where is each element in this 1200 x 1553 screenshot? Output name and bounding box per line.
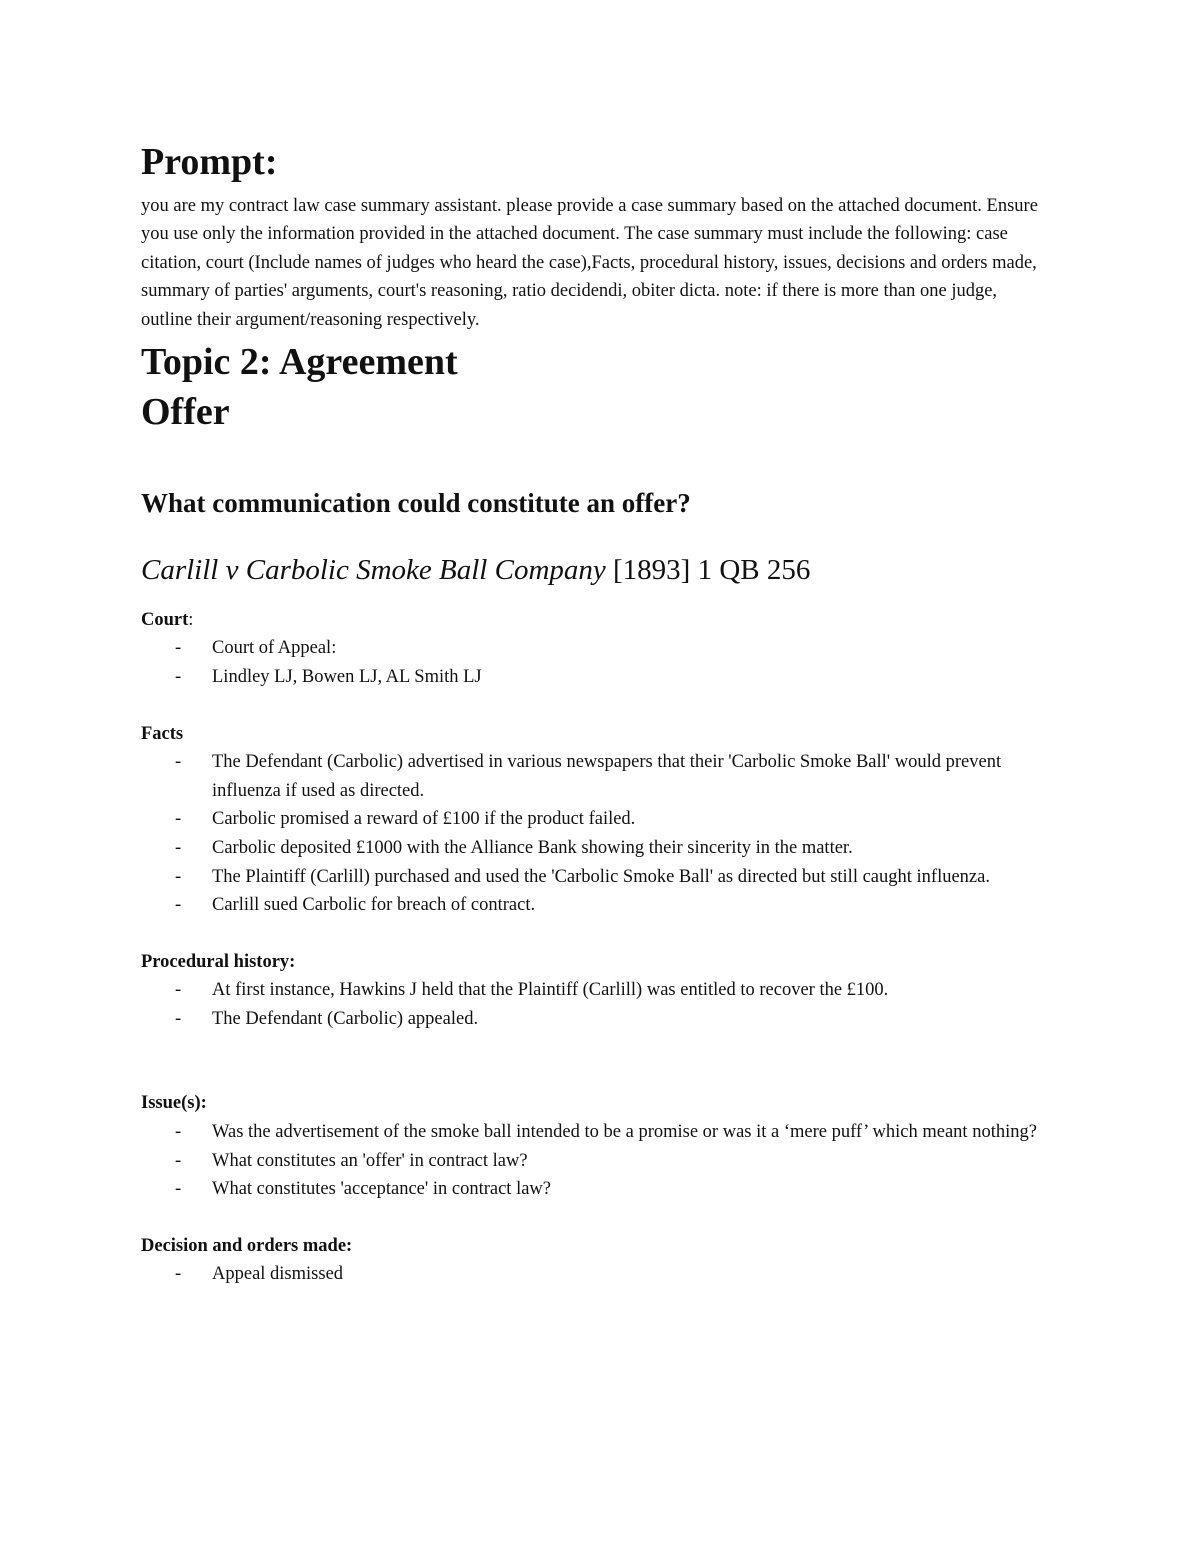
list-item-text: The Plaintiff (Carlill) purchased and used the 'Carbolic Smoke Ball' as directed but still caught influenza. [212,866,990,887]
procedural-history-list [141,976,1041,1033]
decision-list [141,1260,1041,1289]
list-item [141,1175,1041,1204]
dash-bullet: - [175,638,182,659]
issues-section [141,1089,1041,1203]
prompt-heading: Prompt: [141,141,278,183]
list-item-text: Appeal dismissed [212,1264,344,1285]
facts-label: Facts [141,723,184,744]
document-page [141,140,1041,1289]
dash-bullet: - [175,809,182,830]
dash-bullet: - [175,866,182,887]
decision-label: Decision and orders made: [141,1235,353,1256]
list-item [141,1260,1041,1289]
dash-bullet: - [175,752,182,773]
case-name: Carlill v Carbolic Smoke Ball Company [141,553,606,586]
procedural-history-label: Procedural history: [141,951,296,972]
case-citation: [1893] 1 QB 256 [605,553,811,586]
topic-title: Topic 2: Agreement [141,340,458,383]
dash-bullet: - [175,895,182,916]
dash-bullet: - [175,1179,182,1200]
list-item-text: Carbolic deposited £1000 with the Alliance Bank showing their sincerity in the matter. [212,837,853,858]
list-item [141,663,1041,692]
list-item [141,834,1041,863]
list-item-text: Carlill sued Carbolic for breach of contract. [212,895,536,916]
dash-bullet: - [175,1122,182,1143]
procedural-history-section [141,948,1041,1034]
question-heading: What communication could constitute an offer? [141,487,691,518]
facts-section [141,720,1041,920]
issues-label: Issue(s): [141,1093,207,1114]
list-item-text: Court of Appeal: [212,638,337,659]
list-item-text: What constitutes 'acceptance' in contract law? [212,1179,551,1200]
list-item [141,863,1041,892]
list-item-text: The Defendant (Carbolic) appealed. [212,1008,479,1029]
court-label: Court: [141,609,194,630]
dash-bullet: - [175,1150,182,1171]
list-item-text: Was the advertisement of the smoke ball intended to be a promise or was it a ‘mere puff’ which meant nothing? [212,1122,1037,1143]
list-item-text: The Defendant (Carbolic) advertised in various newspapers that their 'Carbolic Smoke Ball' would prevent influenza if used as directed. [212,752,1002,801]
facts-list [141,748,1041,920]
list-item [141,634,1041,663]
list-item [141,1005,1041,1034]
court-section [141,606,1041,692]
list-item [141,891,1041,920]
dash-bullet: - [175,1264,182,1285]
dash-bullet: - [175,1008,182,1029]
dash-bullet: - [175,980,182,1001]
list-item-text: At first instance, Hawkins J held that the Plaintiff (Carlill) was entitled to recover the £100. [212,980,889,1001]
case-heading [141,553,1041,588]
list-item-text: Lindley LJ, Bowen LJ, AL Smith LJ [212,666,482,687]
issues-list [141,1118,1041,1204]
list-item [141,748,1041,805]
list-item [141,1118,1041,1147]
court-list [141,634,1041,691]
decision-section [141,1232,1041,1289]
prompt-body: you are my contract law case summary assistant. please provide a case summary based on the attached document. Ensure you use only the information provided in the attached document. The case summary must include the following: case citation, court (Include names of judges who heard the case),Facts, procedural history, issues, decisions and orders made, summary of parties' arguments, court's reasoning, ratio decidendi, obiter dicta. note: if there is more than one judge, outline their argument/reasoning respectively. [141,195,1038,330]
dash-bullet: - [175,837,182,858]
topic-subtitle: Offer [141,390,230,433]
list-item [141,1147,1041,1176]
list-item [141,976,1041,1005]
dash-bullet: - [175,666,182,687]
list-item-text: Carbolic promised a reward of £100 if the product failed. [212,809,636,830]
list-item-text: What constitutes an 'offer' in contract law? [212,1150,528,1171]
list-item [141,805,1041,834]
